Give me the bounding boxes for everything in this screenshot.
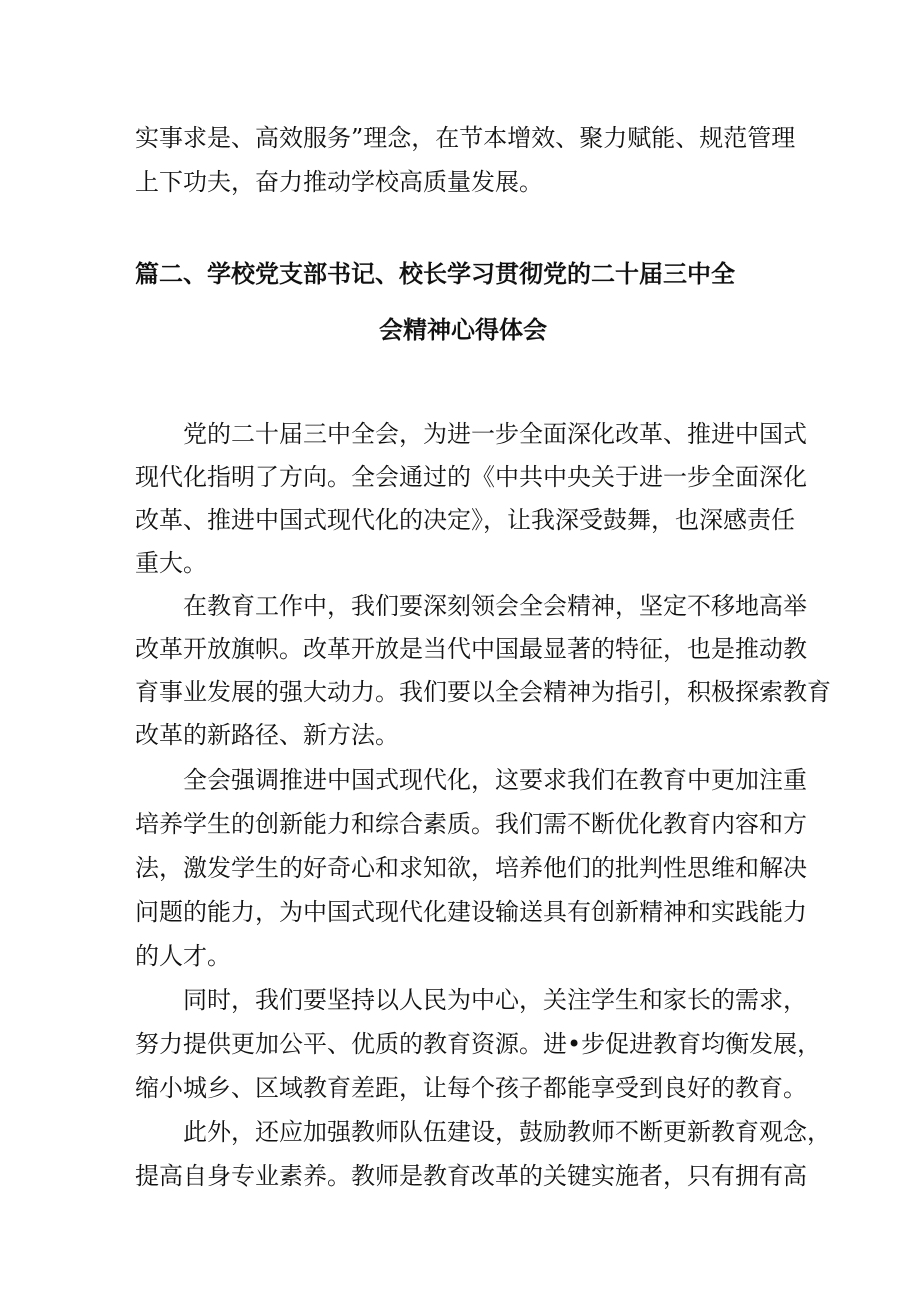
text-line: 党的二十届三中全会，为进一步全面深化改革、推进中国式 [183, 420, 807, 448]
text-line: 改革、推进中国式现代化的决定》，让我深受鼓舞，也深感责任 [135, 506, 795, 534]
text-line: 实事求是、高效服务”理念，在节本增效、聚力赋能、规范管理 [135, 124, 796, 152]
section-title-line-2: 会精神心得体会 [379, 315, 547, 344]
text-line: 在教育工作中，我们要深刻领会全会精神，坚定不移地高举 [183, 592, 807, 620]
text-line: 现代化指明了方向。全会通过的《中共中央关于进一步全面深化 [135, 463, 807, 491]
text-line: 上下功夫，奋力推动学校高质量发展。 [135, 168, 543, 196]
text-line: 法，激发学生的好奇心和求知欲，培养他们的批判性思维和解决 [135, 854, 807, 882]
text-line: 提高自身专业素养。教师是教育改革的关键实施者，只有拥有高 [135, 1162, 807, 1190]
text-line: 同时，我们要坚持以人民为中心，关注学生和家长的需求， [183, 986, 807, 1014]
text-line: 缩小城乡、区域教育差距，让每个孩子都能享受到良好的教育。 [135, 1074, 807, 1102]
text-line: 的人才。 [135, 942, 231, 970]
text-line: 全会强调推进中国式现代化，这要求我们在教育中更加注重 [183, 766, 807, 794]
text-line: 改革开放旗帜。改革开放是当代中国最显著的特征，也是推动教 [135, 635, 807, 663]
text-line: 育事业发展的强大动力。我们要以全会精神为指引，积极探索教育 [135, 678, 831, 706]
text-line: 此外，还应加强教师队伍建设，鼓励教师不断更新教育观念， [183, 1118, 831, 1146]
section-title-line-1: 篇二、学校党支部书记、校长学习贯彻党的二十届三中全 [135, 259, 735, 288]
text-line: 培养学生的创新能力和综合素质。我们需不断优化教育内容和方 [135, 810, 807, 838]
text-line: 重大。 [135, 549, 207, 577]
text-line: 改革的新路径、新方法。 [135, 721, 399, 749]
text-line: 努力提供更加公平、优质的教育资源。进•步促进教育均衡发展， [135, 1030, 822, 1058]
text-line: 问题的能力，为中国式现代化建设输送具有创新精神和实践能力 [135, 898, 807, 926]
